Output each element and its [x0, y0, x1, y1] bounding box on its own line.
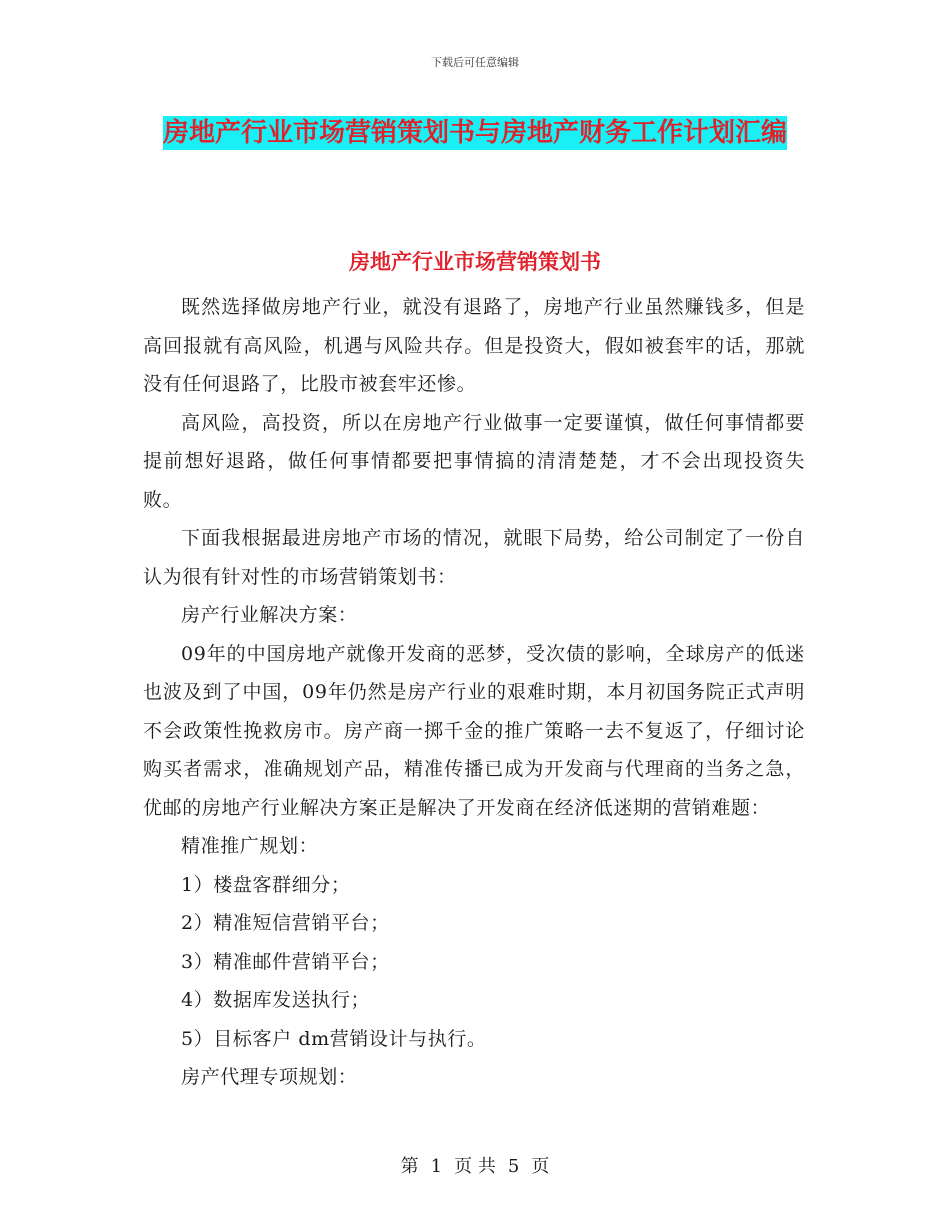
section-title: 房地产行业市场营销策划书	[349, 249, 601, 274]
page-number: 1	[430, 1156, 443, 1177]
document-title	[140, 108, 810, 158]
list-item: 1）楼盘客群细分；	[181, 873, 351, 896]
list-item: 4）数据库发送执行；	[181, 989, 371, 1011]
footer-mid: 页 共	[454, 1156, 496, 1177]
paragraph: 既然选择做房地产行业，就没有退路了，房地产行业虽然赚钱多，但是高回报就有高风险，机遇与风险共存。但是投资大，假如被套牢的话，那就没有任何退路了，比股市被套牢还惨。	[143, 296, 805, 395]
list-item: 3）精准邮件营销平台；	[181, 950, 390, 973]
footer-prefix: 第	[400, 1156, 419, 1177]
document-title-text: 房地产行业市场营销策划书与房地产财务工作计划汇编	[162, 118, 787, 148]
paragraph: 高风险，高投资，所以在房地产行业做事一定要谨慎，做任何事情都要提前想好退路，做任何事情都要把事情搞的清清楚楚，才不会出现投资失败。	[143, 411, 805, 511]
footer-suffix: 页	[531, 1156, 550, 1177]
paragraph: 房产行业解决方案：	[181, 604, 358, 626]
paragraph: 09年的中国房地产就像开发商的恶梦，受次债的影响，全球房产的低迷也波及到了中国，09年仍然是房产行业的艰难时期，本月初国务院正式声明不会政策性挽救房市。房产商一掷千金的推广策略一去不复返了，仔细讨论购买者需求，准确规划产品，精准传播已成为开发商与代理商的当务之急，优邮的房地产行业解决方案正是解决了开发商在经济低迷期的营销难题：	[143, 642, 805, 819]
list-item: 2）精准短信营销平台；	[181, 912, 390, 934]
paragraph: 房产代理专项规划：	[181, 1066, 358, 1088]
body-text	[143, 288, 805, 1097]
page-total: 5	[507, 1156, 520, 1177]
paragraph: 下面我根据最进房地产市场的情况，就眼下局势，给公司制定了一份自认为很有针对性的市场营销策划书：	[143, 527, 805, 588]
page-footer	[0, 1152, 950, 1178]
list-item: 5）目标客户 dm营销设计与执行。	[181, 1027, 487, 1050]
header-note: 下载后可任意编辑	[431, 56, 519, 69]
paragraph: 精准推广规划：	[181, 835, 319, 857]
